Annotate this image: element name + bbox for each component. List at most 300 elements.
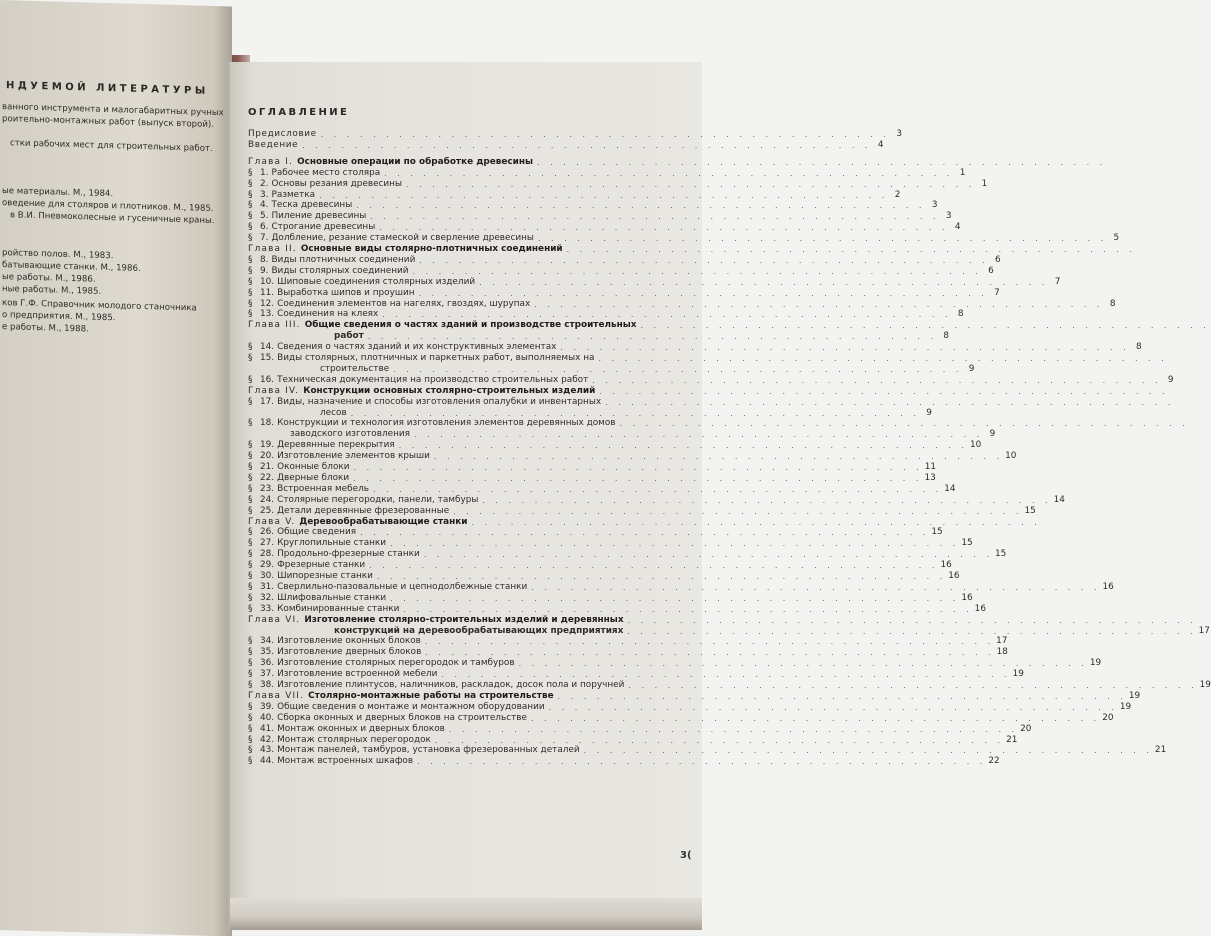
section-sign: § xyxy=(248,592,253,603)
toc-entry-text: Монтаж панелей, тамбуров, установка фрезерованных деталей xyxy=(277,745,580,756)
toc-page-number: 13 xyxy=(924,472,936,483)
bibliography-line: е работы. М., 1988. xyxy=(2,322,89,335)
section-sign: § xyxy=(248,309,253,320)
bibliography-line: оведение для столяров и плотников. М., 1985. xyxy=(2,198,214,214)
toc-page-number: 2 xyxy=(894,189,901,200)
toc-row xyxy=(248,669,1024,680)
leader-dots: . . . . . . . . . . . . . . . . . . . . . . . . . . . . . . . . . . . . . . . . . . . . xyxy=(390,593,960,603)
toc-entry-text: Шиповые соединения столярных изделий xyxy=(277,276,476,287)
section-number: 19. xyxy=(260,440,275,451)
bibliography-line: ройство полов. М., 1983. xyxy=(2,248,114,262)
section-number: 37. xyxy=(260,669,275,680)
section-sign: § xyxy=(248,287,253,298)
section-sign: § xyxy=(248,549,253,560)
toc-row xyxy=(248,658,1102,669)
bibliography-line: в В.И. Пневмоколесные и гусеничные краны. xyxy=(10,210,215,226)
leader-dots: . . . . . . . . . . . . . . . . . . . . . . . . . . . . . . . . . . . . . . . . . . . . xyxy=(619,419,1189,429)
toc-row xyxy=(248,363,975,375)
section-number: 25. xyxy=(260,505,275,516)
toc-row xyxy=(248,342,1142,353)
toc-page-number: 16 xyxy=(948,571,960,581)
leader-dots: . . . . . . . . . . . . . . . . . . . . . . . . . . . . . . . . . . . . . . . . . . . . xyxy=(379,223,949,233)
toc-entry-text: Разметка xyxy=(271,189,316,200)
toc-row xyxy=(248,571,960,582)
toc-page-number: 9 xyxy=(926,407,932,418)
bibliography-line: стки рабочих мест для строительных работ. xyxy=(10,138,213,154)
section-sign: § xyxy=(248,396,253,407)
leader-dots: . . . . . . . . . . . . . . . . . . . . . . . . . . . . . . . . . . . . . . . . . . . . xyxy=(605,397,1175,407)
chapter-label: Глава V. xyxy=(248,516,296,527)
leader-dots: . . . . . . . . . . . . . . . . . . . . . . . . . . . . . . . . . . . . . . . . . . . . xyxy=(482,495,1052,505)
toc-page-number: 10 xyxy=(1005,451,1017,462)
toc-entry-text: строительстве xyxy=(320,363,390,374)
section-sign: § xyxy=(248,211,253,222)
toc-row xyxy=(248,129,902,140)
toc-entry-text: Детали деревянные фрезерованные xyxy=(277,505,450,516)
toc-entry-text: Сверлильно-пазовальные и цепнодолбежные станки xyxy=(277,581,528,592)
toc-page-number: 20 xyxy=(1020,723,1032,734)
toc-entry-text: заводского изготовления xyxy=(290,429,410,440)
toc-row xyxy=(248,222,961,233)
toc-entry-text: Сведения о частях зданий и их конструктивных элементах xyxy=(277,342,557,353)
toc-page-number: 6 xyxy=(988,265,994,276)
section-sign: § xyxy=(248,472,253,483)
toc-page-number: 9 xyxy=(989,429,996,440)
section-sign: § xyxy=(248,756,253,767)
toc-row xyxy=(248,418,1189,429)
section-number: 28. xyxy=(260,549,275,560)
leader-dots: . . . . . . . . . . . . . . . . . . . . . . . . . . . . . . . . . . . . . . . . . . . . xyxy=(479,277,1049,287)
leader-dots: . . . . . . . . . . . . . . . . . . . . . . . . . . . . . . . . . . . . . . . . . . . . xyxy=(441,670,1011,680)
toc-chapter-row xyxy=(248,385,1169,397)
section-sign: § xyxy=(248,178,253,189)
section-number: 41. xyxy=(260,723,275,734)
toc-page-number: 16 xyxy=(1102,581,1114,592)
bibliography-heading: НДУЕМОЙ ЛИТЕРАТУРЫ xyxy=(6,80,209,97)
toc-entry-text: Теска древесины xyxy=(271,200,353,211)
section-number: 36. xyxy=(260,658,275,669)
toc-row xyxy=(248,560,952,571)
section-number: 32. xyxy=(260,592,275,603)
toc-page-number: 15 xyxy=(995,549,1007,560)
section-number: 23. xyxy=(260,483,275,494)
toc-page-number: 21 xyxy=(1006,734,1018,745)
section-number: 11. xyxy=(260,287,275,298)
toc-entry-text: Монтаж встроенных шкафов xyxy=(277,756,414,767)
toc-page-number: 7 xyxy=(1054,276,1061,287)
toc-row xyxy=(248,723,1032,735)
leader-dots: . . . . . . . . . . . . . . . . . . . . . . . . . . . . . . . . . . . . . . . . . . . . xyxy=(320,130,890,139)
toc-row xyxy=(248,374,1174,386)
leader-dots: . . . . . . . . . . . . . . . . . . . . . . . . . . . . . . . . . . . . . . . . . . . . xyxy=(360,528,930,538)
section-number: 3. xyxy=(260,189,269,200)
leader-dots: . . . . . . . . . . . . . . . . . . . . . . . . . . . . . . . . . . . . . . . . . . . . xyxy=(534,299,1104,309)
toc-page-number: 11 xyxy=(924,462,937,472)
toc-entry-text: Соединения на клеях xyxy=(277,309,379,320)
leader-dots: . . . . . . . . . . . . . . . . . . . . . . . . . . . . . . . . . . . . . . . . . . . . xyxy=(419,255,989,265)
leader-dots: . . . . . . . . . . . . . . . . . . . . . . . . . . . . . . . . . . . . . . . . . . . . xyxy=(384,168,954,178)
toc-entry-text: Общие сведения xyxy=(277,527,357,538)
leader-dots: . . . . . . . . . . . . . . . . . . . . . . . . . . . . . . . . . . . . . . . . . . . . xyxy=(302,140,872,150)
leader-dots: . . . . . . . . . . . . . . . . . . . . . . . . . . . . . . . . . . . . . . . . . . . . xyxy=(518,659,1088,669)
section-sign: § xyxy=(248,200,253,211)
leader-dots: . . . . . . . . . . . . . . . . . . . . . . . . . . . . . . . . . . . . . . . . . . . . xyxy=(537,157,1107,167)
toc-row xyxy=(248,331,950,342)
toc-page-number: 8 xyxy=(943,331,950,342)
toc-row xyxy=(248,451,1017,462)
leader-dots: . . . . . . . . . . . . . . . . . . . . . . . . . . . . . . . . . . . . . . . . . . . . xyxy=(406,179,976,189)
toc-entry-text: Оконные блоки xyxy=(277,462,350,472)
leader-dots: . . . . . . . . . . . . . . . . . . . . . . . . . . . . . . . . . . . . . . . . . . . . xyxy=(627,626,1197,636)
toc-row xyxy=(248,429,996,440)
toc-entry-text: Виды столярных соединений xyxy=(271,265,409,276)
toc-page-number: 15 xyxy=(961,538,973,549)
toc-page-number: 8 xyxy=(1109,298,1116,309)
toc-entry-text: Изготовление элементов крыши xyxy=(277,451,430,462)
toc-row xyxy=(248,200,938,211)
section-number: 31. xyxy=(260,581,275,592)
leader-dots: . . . . . . . . . . . . . . . . . . . . . . . . . . . . . . . . . . . . . . . . . . . . xyxy=(390,539,960,549)
toc-row xyxy=(248,211,952,222)
toc-page-number: 16 xyxy=(940,560,952,571)
toc-title: ОГЛАВЛЕНИЕ xyxy=(248,107,350,118)
section-number: 1. xyxy=(260,167,269,178)
toc-entry-text: Пиление древесины xyxy=(271,211,367,222)
leader-dots: . . . . . . . . . . . . . . . . . . . . . . . . . . . . . . . . . . . . . . . . . . . . xyxy=(583,746,1153,756)
toc-entry-text: Общие сведения о частях зданий и производстве строительных xyxy=(304,320,637,331)
toc-page-number: 21 xyxy=(1154,745,1167,756)
section-number: 16. xyxy=(260,374,275,385)
section-number: 42. xyxy=(260,734,275,745)
toc-entry-text: Соединения элементов на нагелях, гвоздях, шурупах xyxy=(277,298,531,309)
toc-row xyxy=(248,167,966,179)
section-number: 29. xyxy=(260,560,275,571)
bibliography-line: о предприятия. М., 1985. xyxy=(2,310,116,324)
toc-page-number: 19 xyxy=(1119,701,1132,712)
section-sign: § xyxy=(248,658,253,669)
leader-dots: . . . . . . . . . . . . . . . . . . . . . . . . . . . . . . . . . . . . . . . . . . . . xyxy=(423,550,994,560)
toc-row xyxy=(248,407,932,419)
section-sign: § xyxy=(248,603,253,614)
toc-page-number: 16 xyxy=(974,603,986,614)
toc-row xyxy=(248,538,973,549)
toc-row xyxy=(248,494,1065,506)
section-sign: § xyxy=(248,494,253,505)
leader-dots: . . . . . . . . . . . . . . . . . . . . . . . . . . . . . . . . . . . . . . . . . . . . xyxy=(398,441,968,451)
toc-entry-text: Изготовление плинтусов, наличников, раскладок, досок пола и поручней xyxy=(277,680,625,690)
section-sign: § xyxy=(248,669,253,680)
toc-entry-text: Шлифовальные станки xyxy=(277,592,387,603)
toc-page-number: 19 xyxy=(1128,690,1141,701)
leader-dots: . . . . . . . . . . . . . . . . . . . . . . . . . . . . . . . . . . . . . . . . . . . . xyxy=(557,691,1127,701)
section-sign: § xyxy=(248,581,253,592)
leader-dots: . . . . . . . . . . . . . . . . . . . . . . . . . . . . . . . . . . . . . . . . . . . . xyxy=(434,735,1005,745)
toc-chapter-row xyxy=(248,156,1107,168)
toc-entry-text: Изготовление дверных блоков xyxy=(277,647,422,658)
toc-entry-text: Строгание древесины xyxy=(271,222,376,233)
section-number: 10. xyxy=(260,276,275,287)
toc-row xyxy=(248,625,1210,637)
section-sign: § xyxy=(248,189,253,200)
toc-row xyxy=(248,462,937,473)
leader-dots: . . . . . . . . . . . . . . . . . . . . . . . . . . . . . . . . . . . . . . . . . . . . xyxy=(640,321,1210,331)
toc-entry-text: Монтаж оконных и дверных блоков xyxy=(277,723,445,734)
toc-page-number: 19 xyxy=(1089,658,1102,669)
leader-dots: . . . . . . . . . . . . . . . . . . . . . . . . . . . . . . . . . . . . . . . . . . . . xyxy=(530,713,1101,723)
section-sign: § xyxy=(248,701,253,712)
toc-page-number: 15 xyxy=(931,527,943,538)
toc-row xyxy=(248,701,1132,713)
section-number: 26. xyxy=(260,527,275,538)
toc-page-number: 17 xyxy=(996,636,1008,647)
toc-row xyxy=(248,527,943,538)
toc-entry-text: Монтаж столярных перегородок xyxy=(277,734,431,745)
toc-row xyxy=(248,189,901,201)
toc-row xyxy=(248,756,1000,767)
section-sign: § xyxy=(248,167,253,178)
toc-row xyxy=(248,603,986,615)
toc-page-number: 14 xyxy=(944,483,956,494)
leader-dots: . . . . . . . . . . . . . . . . . . . . . . . . . . . . . . . . . . . . . . . . . . . . xyxy=(353,473,923,483)
bibliography-line: ные работы. М., 1985. xyxy=(2,284,102,297)
toc-entry-text: Основные виды столярно-плотничных соединений xyxy=(300,244,563,254)
section-number: 17. xyxy=(260,396,275,407)
section-number: 20. xyxy=(260,451,275,462)
toc-entry-text: Виды столярных, плотничных и паркетных работ, выполняемых на xyxy=(277,353,595,363)
toc-row xyxy=(248,505,1036,517)
section-sign: § xyxy=(248,636,253,647)
toc-entry-text: Техническая документация на производство строительных работ xyxy=(277,374,589,385)
section-sign: § xyxy=(248,418,253,429)
toc-row xyxy=(248,636,1008,647)
leader-dots: . . . . . . . . . . . . . . . . . . . . . . . . . . . . . . . . . . . . . . . . . . . . xyxy=(592,375,1162,385)
toc-entry-text: конструкций на деревообрабатывающих предприятиях xyxy=(334,625,624,636)
section-sign: § xyxy=(248,298,253,309)
toc-page-number: 1 xyxy=(981,178,988,189)
section-number: 43. xyxy=(260,745,275,756)
toc-page-number: 14 xyxy=(1053,494,1065,505)
toc-row xyxy=(248,254,1001,266)
leader-dots: . . . . . . . . . . . . . . . . . . . . . . . . . . . . . . . . . . . . . . . . . . . . xyxy=(453,506,1023,516)
section-number: 13. xyxy=(260,309,275,320)
section-number: 30. xyxy=(260,571,275,581)
section-number: 5. xyxy=(260,211,269,222)
section-sign: § xyxy=(248,483,253,494)
toc-entry-text: Основы резания древесины xyxy=(271,178,402,189)
leader-dots: . . . . . . . . . . . . . . . . . . . . . . . . . . . . . . . . . . . . . . . . . . . . xyxy=(418,288,988,298)
section-sign: § xyxy=(248,233,253,244)
leader-dots: . . . . . . . . . . . . . . . . . . . . . . . . . . . . . . . . . . . . . . . . . . . . xyxy=(537,234,1108,244)
leader-dots: . . . . . . . . . . . . . . . . . . . . . . . . . . . . . . . . . . . . . . . . . . . . xyxy=(393,364,963,374)
section-number: 2. xyxy=(260,178,269,189)
toc-page-number: 19 xyxy=(1199,680,1211,690)
toc-row xyxy=(248,549,1007,560)
toc-row xyxy=(248,712,1114,724)
bibliography-line: батывающие станки. М., 1986. xyxy=(2,260,141,274)
section-sign: § xyxy=(248,353,253,363)
section-sign: § xyxy=(248,712,253,723)
leader-dots: . . . . . . . . . . . . . . . . . . . . . . . . . . . . . . . . . . . . . . . . . . . . xyxy=(433,452,1004,462)
toc-page-number: 18 xyxy=(996,647,1008,658)
toc-entry-text: лесов xyxy=(320,407,347,418)
leader-dots: . . . . . . . . . . . . . . . . . . . . . . . . . . . . . . . . . . . . . . . . . . . . xyxy=(417,757,987,767)
toc-row xyxy=(248,139,884,151)
chapter-label: Глава II. xyxy=(248,244,297,254)
leader-dots: . . . . . . . . . . . . . . . . . . . . . . . . . . . . . . . . . . . . . . . . . . . . xyxy=(382,310,952,320)
toc-page-number: 15 xyxy=(1024,505,1036,516)
toc-entry-text: Столярно-монтажные работы на строительстве xyxy=(308,690,554,701)
section-sign: § xyxy=(248,254,253,265)
section-number: 15. xyxy=(260,353,275,363)
toc-page-number: 7 xyxy=(994,287,1000,298)
toc-entry-text: Изготовление столярно-строительных изделий и деревянных xyxy=(304,614,624,625)
leader-dots: . . . . . . . . . . . . . . . . . . . . . . . . . . . . . . . . . . . . . . . . . . . . xyxy=(370,212,940,222)
toc-entry-text: Основные операции по обработке древесины xyxy=(297,156,534,167)
chapter-label: Глава IV. xyxy=(248,385,300,396)
section-number: 38. xyxy=(260,680,275,690)
chapter-label: Глава VII. xyxy=(248,690,305,701)
section-number: 7. xyxy=(260,233,269,244)
section-number: 34. xyxy=(260,636,275,647)
toc-page-number: 4 xyxy=(877,139,884,150)
toc-entry-text: Шипорезные станки xyxy=(277,571,373,581)
leader-dots: . . . . . . . . . . . . . . . . . . . . . . . . . . . . . . . . . . . . . . . . . . . . xyxy=(548,702,1118,712)
toc-row xyxy=(248,581,1114,593)
section-sign: § xyxy=(248,276,253,287)
toc-row xyxy=(248,276,1061,288)
section-sign: § xyxy=(248,505,253,516)
chapter-label: Глава III. xyxy=(248,320,301,331)
toc-chapter-row xyxy=(248,244,1136,255)
toc-entry-text: Общие сведения о монтаже и монтажном оборудовании xyxy=(277,701,545,712)
toc-entry-text: Рабочее место столяра xyxy=(271,167,381,178)
toc-entry-text: Долбление, резание стамеской и сверление древесины xyxy=(271,233,534,244)
section-sign: § xyxy=(248,527,253,538)
section-sign: § xyxy=(248,647,253,658)
toc-row xyxy=(248,734,1018,746)
toc-row xyxy=(248,233,1120,244)
toc-entry-text: Комбинированные станки xyxy=(277,603,400,614)
leader-dots: . . . . . . . . . . . . . . . . . . . . . . . . . . . . . . . . . . . . . . . . . . . . xyxy=(531,582,1101,592)
section-sign: § xyxy=(248,680,253,690)
section-number: 27. xyxy=(260,538,275,549)
section-number: 21. xyxy=(260,462,275,472)
leader-dots: . . . . . . . . . . . . . . . . . . . . . . . . . . . . . . . . . . . . . . . . . . . . xyxy=(356,201,926,211)
chapter-label: Глава VI. xyxy=(248,614,301,625)
section-sign: § xyxy=(248,222,253,233)
toc-page-number: 20 xyxy=(1102,712,1114,723)
leader-dots: . . . . . . . . . . . . . . . . . . . . . . . . . . . . . . . . . . . . . . . . . . . . xyxy=(627,615,1197,625)
page-number: 3( xyxy=(680,850,692,861)
section-number: 40. xyxy=(260,712,275,723)
section-sign: § xyxy=(248,560,253,571)
toc-page-number: 3 xyxy=(931,200,938,211)
toc-entry-text: Встроенная мебель xyxy=(277,483,369,494)
leader-dots: . . . . . . . . . . . . . . . . . . . . . . . . . . . . . . . . . . . . . . . . . . . . xyxy=(414,430,984,440)
section-sign: § xyxy=(248,734,253,745)
toc-entry-text: Столярные перегородки, панели, тамбуры xyxy=(277,494,479,505)
bibliography-line: роительно-монтажных работ (выпуск второй). xyxy=(2,114,215,130)
leader-dots: . . . . . . . . . . . . . . . . . . . . . . . . . . . . . . . . . . . . . . . . . . . . xyxy=(560,343,1130,353)
toc-page-number: 3 xyxy=(896,129,902,139)
toc-entry-text: Конструкции основных столярно-строительных изделий xyxy=(303,385,596,396)
leader-dots: . . . . . . . . . . . . . . . . . . . . . . . . . . . . . . . . . . . . . . . . . . . . xyxy=(599,386,1169,396)
section-number: 22. xyxy=(260,472,275,483)
toc-entry-text: Конструкции и технология изготовления элементов деревянных домов xyxy=(277,418,616,429)
toc-row xyxy=(248,647,1008,658)
section-sign: § xyxy=(248,342,253,353)
leader-dots: . . . . . . . . . . . . . . . . . . . . . . . . . . . . . . . . . . . . . . . . . . . . xyxy=(412,266,982,276)
leader-dots: . . . . . . . . . . . . . . . . . . . . . . . . . . . . . . . . . . . . . . . . . . . . xyxy=(369,561,939,571)
toc-chapter-row xyxy=(248,516,1041,528)
toc-entry-text: Изготовление встроенной мебели xyxy=(277,669,438,680)
toc-row xyxy=(248,396,1175,408)
toc-entry-text: Дверные блоки xyxy=(277,472,350,483)
section-sign: § xyxy=(248,374,253,385)
section-sign: § xyxy=(248,451,253,462)
section-number: 35. xyxy=(260,647,275,658)
section-sign: § xyxy=(248,440,253,451)
toc-entry-text: Виды, назначение и способы изготовления опалубки и инвентарных xyxy=(277,396,602,407)
section-sign: § xyxy=(248,571,253,581)
section-sign: § xyxy=(248,723,253,734)
leader-dots: . . . . . . . . . . . . . . . . . . . . . . . . . . . . . . . . . . . . . . . . . . . . xyxy=(319,190,889,200)
toc-page-number: 1 xyxy=(959,167,966,178)
toc-row xyxy=(248,265,994,277)
toc-row xyxy=(248,592,973,604)
toc-page-number: 3 xyxy=(945,211,952,222)
leader-dots: . . . . . . . . . . . . . . . . . . . . . . . . . . . . . . . . . . . . . . . . . . . . xyxy=(372,484,943,494)
section-sign: § xyxy=(248,745,253,756)
toc-page-number: 9 xyxy=(1167,374,1174,385)
leader-dots: . . . . . . . . . . . . . . . . . . . . . . . . . . . . . . . . . . . . . . . . . . . . xyxy=(403,604,973,614)
toc-entry-text: Выработка шипов и проушин xyxy=(277,287,415,298)
leader-dots: . . . . . . . . . . . . . . . . . . . . . . . . . . . . . . . . . . . . . . . . . . . . xyxy=(424,637,995,647)
toc-row xyxy=(248,353,1168,364)
toc-entry-text: Сборка оконных и дверных блоков на строительстве xyxy=(277,712,527,723)
toc-entry-text: Изготовление оконных блоков xyxy=(277,636,421,647)
toc-row xyxy=(248,298,1116,310)
toc-entry-text: Деревообрабатывающие станки xyxy=(299,516,468,527)
section-sign: § xyxy=(248,538,253,549)
toc-page-number: 10 xyxy=(969,440,982,451)
bibliography-line: ые работы. М., 1986. xyxy=(2,272,96,285)
leader-dots: . . . . . . . . . . . . . . . . . . . . . . . . . . . . . . . . . . . . . . . . . . . . xyxy=(367,332,938,342)
leader-dots: . . . . . . . . . . . . . . . . . . . . . . . . . . . . . . . . . . . . . . . . . . . . xyxy=(353,463,923,472)
section-number: 44. xyxy=(260,756,275,767)
toc-row xyxy=(248,440,982,451)
section-number: 18. xyxy=(260,418,275,429)
leader-dots: . . . . . . . . . . . . . . . . . . . . . . . . . . . . . . . . . . . . . . . . . . . . xyxy=(471,517,1041,527)
toc-entry-text: работ xyxy=(334,331,364,342)
toc-row xyxy=(248,287,1000,299)
toc-entry-text: Продольно-фрезерные станки xyxy=(277,549,420,560)
section-number: 14. xyxy=(260,342,275,353)
section-sign: § xyxy=(248,462,253,472)
toc-entry-text: Деревянные перекрытия xyxy=(277,440,395,451)
toc-page-number: 22 xyxy=(988,756,1000,767)
leader-dots: . . . . . . . . . . . . . . . . . . . . . . . . . . . . . . . . . . . . . . . . . . . . xyxy=(566,245,1136,254)
toc-chapter-row xyxy=(248,690,1141,702)
toc-entry-text: Круглопильные станки xyxy=(277,538,387,549)
toc-row xyxy=(248,309,964,320)
leader-dots: . . . . . . . . . . . . . . . . . . . . . . . . . . . . . . . . . . . . . . . . . . . . xyxy=(376,572,947,581)
section-number: 6. xyxy=(260,222,269,233)
toc-page-number: 17 xyxy=(1198,625,1210,636)
toc-page-number: 6 xyxy=(994,254,1001,265)
toc-page-number: 9 xyxy=(968,363,975,374)
section-number: 9. xyxy=(260,265,269,276)
